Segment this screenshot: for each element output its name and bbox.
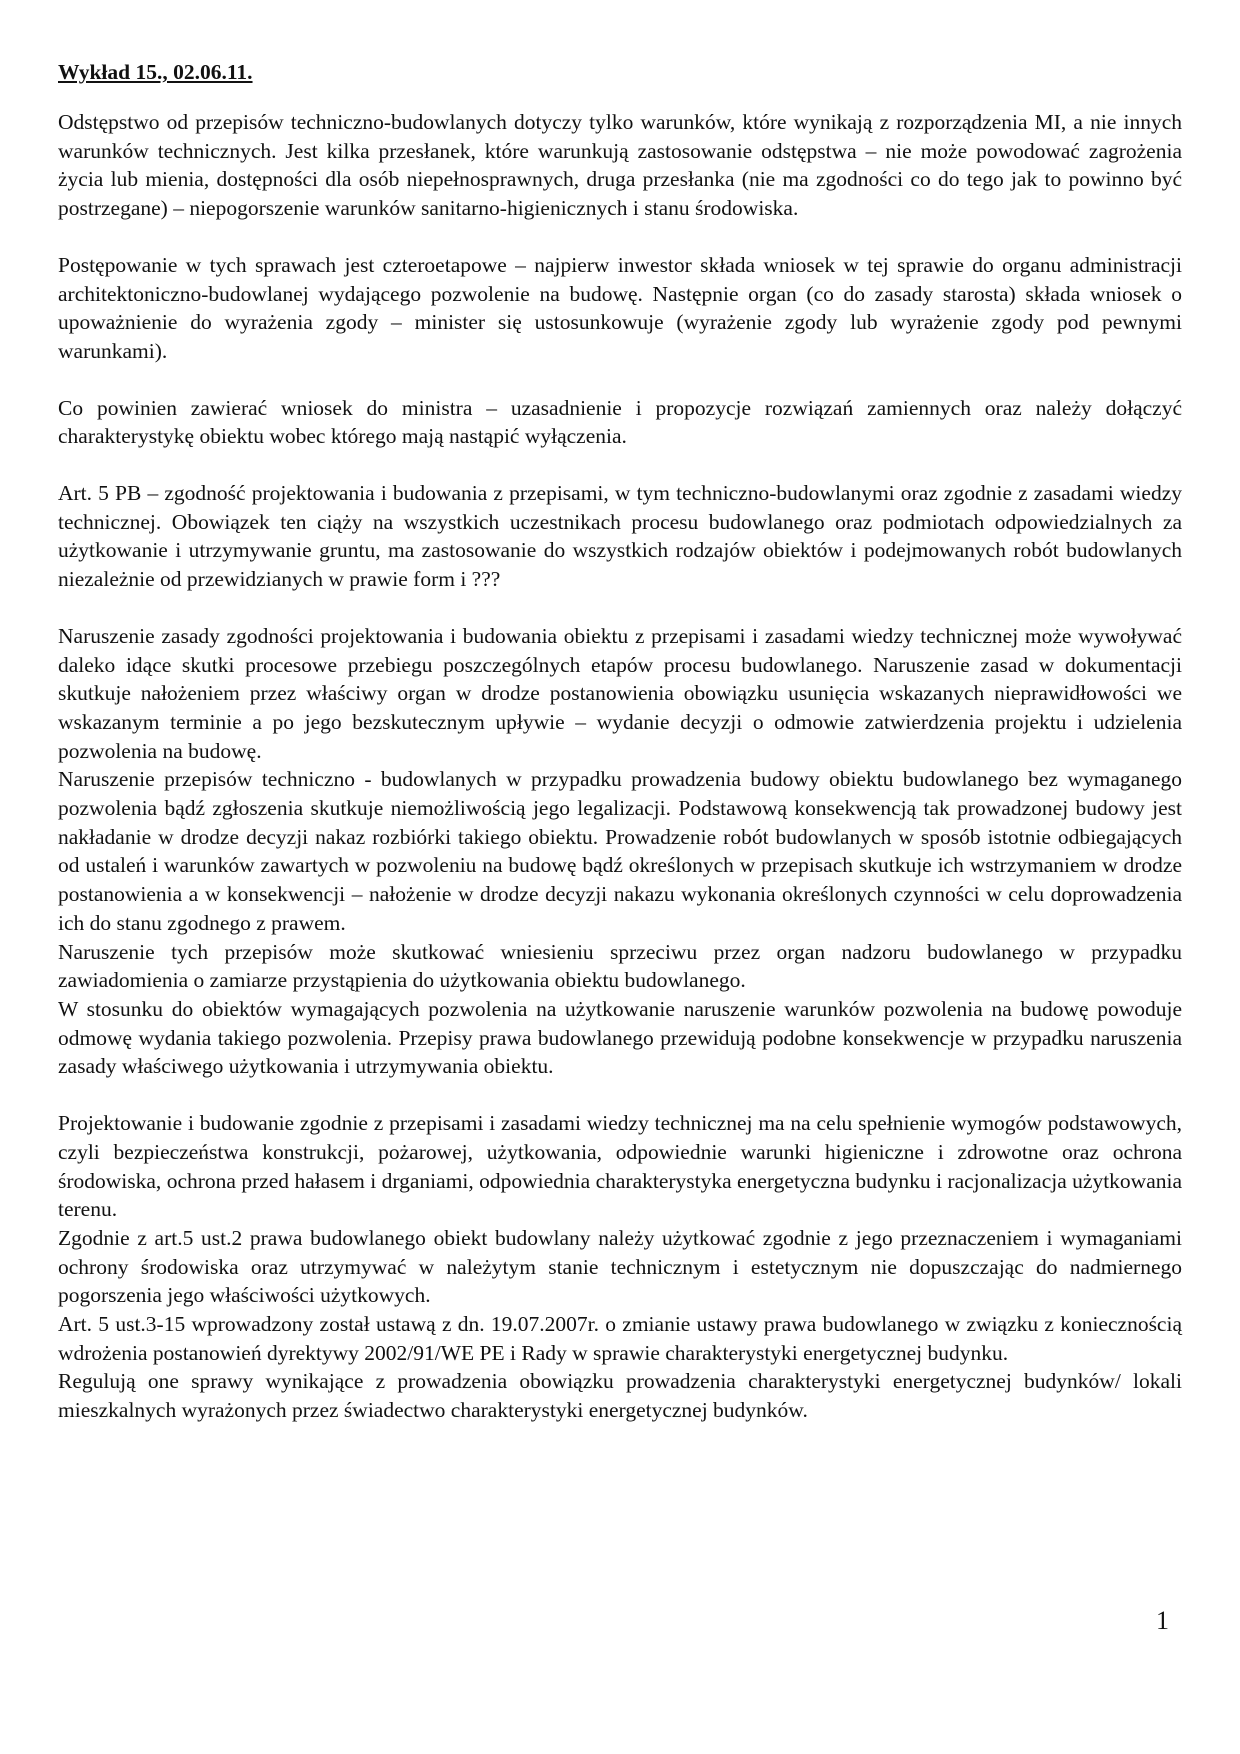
lecture-title: Wykład 15., 02.06.11. [58,60,253,84]
paragraph-exemption: Odstępstwo od przepisów techniczno-budowlanych dotyczy tylko warunków, które wynikają z rozporządzenia MI, a nie innych warunków technicznych. Jest kilka przesłanek, które warunkują zastosowanie odstępstwa – nie może powodować zagrożenia życia lub mienia, dostępności dla osób niepełnosprawnych, druga przesłanka (nie ma zgodności co do tego jak to powinno być postrzegane) – niepogorszenie warunków sanitarno-higienicznych i stanu środowiska. [58,110,1182,221]
paragraph-procedure: Postępowanie w tych sprawach jest czteroetapowe – najpierw inwestor składa wniosek w tej sprawie do organu administracji architektoniczno-budowlanej wydającego pozwolenie na budowę. Następnie organ (co do zasady starosta) składa wniosek o upoważnienie do wyrażenia zgody – minister się ustosunkowuje (wyrażenie zgody lub wyrażenie zgody pod pewnymi warunkami). [58,252,1182,363]
paragraph-violation-objection: Naruszenie tych przepisów może skutkować wniesieniu sprzeciwu przez organ nadzoru budowlanego w przypadku zawiadomienia o zamiarze przystąpienia do użytkowania obiektu budowlanego. [58,939,1182,993]
document-page [58,58,1182,1425]
paragraph-art5-ust3-15: Art. 5 ust.3-15 wprowadzony został ustawą z dn. 19.07.2007r. o zmianie ustawy prawa budowlanego w związku z koniecznością wdrożenia postanowień dyrektywy 2002/91/WE PE i Rady w sprawie charakterystyki energetycznej budynku. [58,1312,1182,1365]
paragraph-energy-certificate: Regulują one sprawy wynikające z prowadzenia obowiązku prowadzenia charakterystyki energetycznej budynków/ lokali mieszkalnych wyrażonych przez świadectwo charakterystyki energetycznej budynków. [58,1369,1182,1423]
paragraph-application-content: Co powinien zawierać wniosek do ministra – uzasadnienie i propozycje rozwiązań zamiennych oraz należy dołączyć charakterystykę obiektu wobec którego mają nastąpić wyłączenia. [58,395,1182,449]
paragraph-basic-requirements: Projektowanie i budowanie zgodnie z przepisami i zasadami wiedzy technicznej ma na celu spełnienie wymogów podstawowych, czyli bezpieczeństwa konstrukcji, pożarowej, użytkowania, odpowiednie warunki higieniczne i zdrowotne oraz ochrona środowiska, ochrona przed hałasem i drganiami, odpowiednia charakterystyka energetyczna budynku i racjonalizacja użytkowania terenu. [58,1111,1182,1222]
paragraph-violation-technical: Naruszenie przepisów techniczno - budowlanych w przypadku prowadzenia budowy obiektu budowlanego bez wymaganego pozwolenia bądź zgłoszenia skutkuje niemożliwością jego legalizacji. Podstawową konsekwencją tak prowadzonej budowy jest nakładanie w drodze decyzji nakaz rozbiórki takiego obiektu. Prowadzenie robót budowlanych w sposób istotnie odbiegających od ustaleń i warunków zawartych w pozwoleniu na budowę bądź określonych w przepisach skutkuje ich wstrzymaniem w drodze postanowienia a w konsekwencji – nałożenie w drodze decyzji nakazu wykonania określonych czynności w celu doprowadzenia ich do stanu zgodnego z prawem. [58,767,1182,935]
paragraph-art5-ust2: Zgodnie z art.5 ust.2 prawa budowlanego obiekt budowlany należy użytkować zgodnie z jego przeznaczeniem i wymaganiami ochrony środowiska oraz utrzymywać w należytym stanie technicznym i estetycznym nie dopuszczając do nadmiernego pogorszenia jego właściwości użytkowych. [58,1225,1182,1308]
paragraph-art5-pb: Art. 5 PB – zgodność projektowania i budowania z przepisami, w tym techniczno-budowlanymi oraz zgodnie z zasadami wiedzy technicznej. Obowiązek ten ciąży na wszystkich uczestnikach procesu budowlanego oraz podmiotach odpowiedzialnych za użytkowanie i utrzymywanie gruntu, ma zastosowanie do wszystkich rodzajów obiektów i podejmowanych robót budowlanych niezależnie od przewidzianych w prawie form i ??? [58,481,1182,592]
paragraph-violation-occupancy: W stosunku do obiektów wymagających pozwolenia na użytkowanie naruszenie warunków pozwolenia na budowę powoduje odmowę wydania takiego pozwolenia. Przepisy prawa budowlanego przewidują podobne konsekwencje w przypadku naruszenia zasady właściwego użytkowania i utrzymywania obiektu. [58,996,1182,1079]
page-number: 1 [1156,1606,1169,1635]
paragraph-violation-principle: Naruszenie zasady zgodności projektowania i budowania obiektu z przepisami i zasadami wiedzy technicznej może wywoływać daleko idące skutki procesowe przebiegu poszczególnych etapów procesu budowlanego. Naruszenie zasad w dokumentacji skutkuje nałożeniem przez właściwy organ w drodze postanowienia obowiązku usunięcia wskazanych nieprawidłowości we wskazanym terminie a po jego bezskutecznym upływie – wydanie decyzji o odmowie zatwierdzenia projektu i udzielenia pozwolenia na budowę. [58,623,1182,763]
